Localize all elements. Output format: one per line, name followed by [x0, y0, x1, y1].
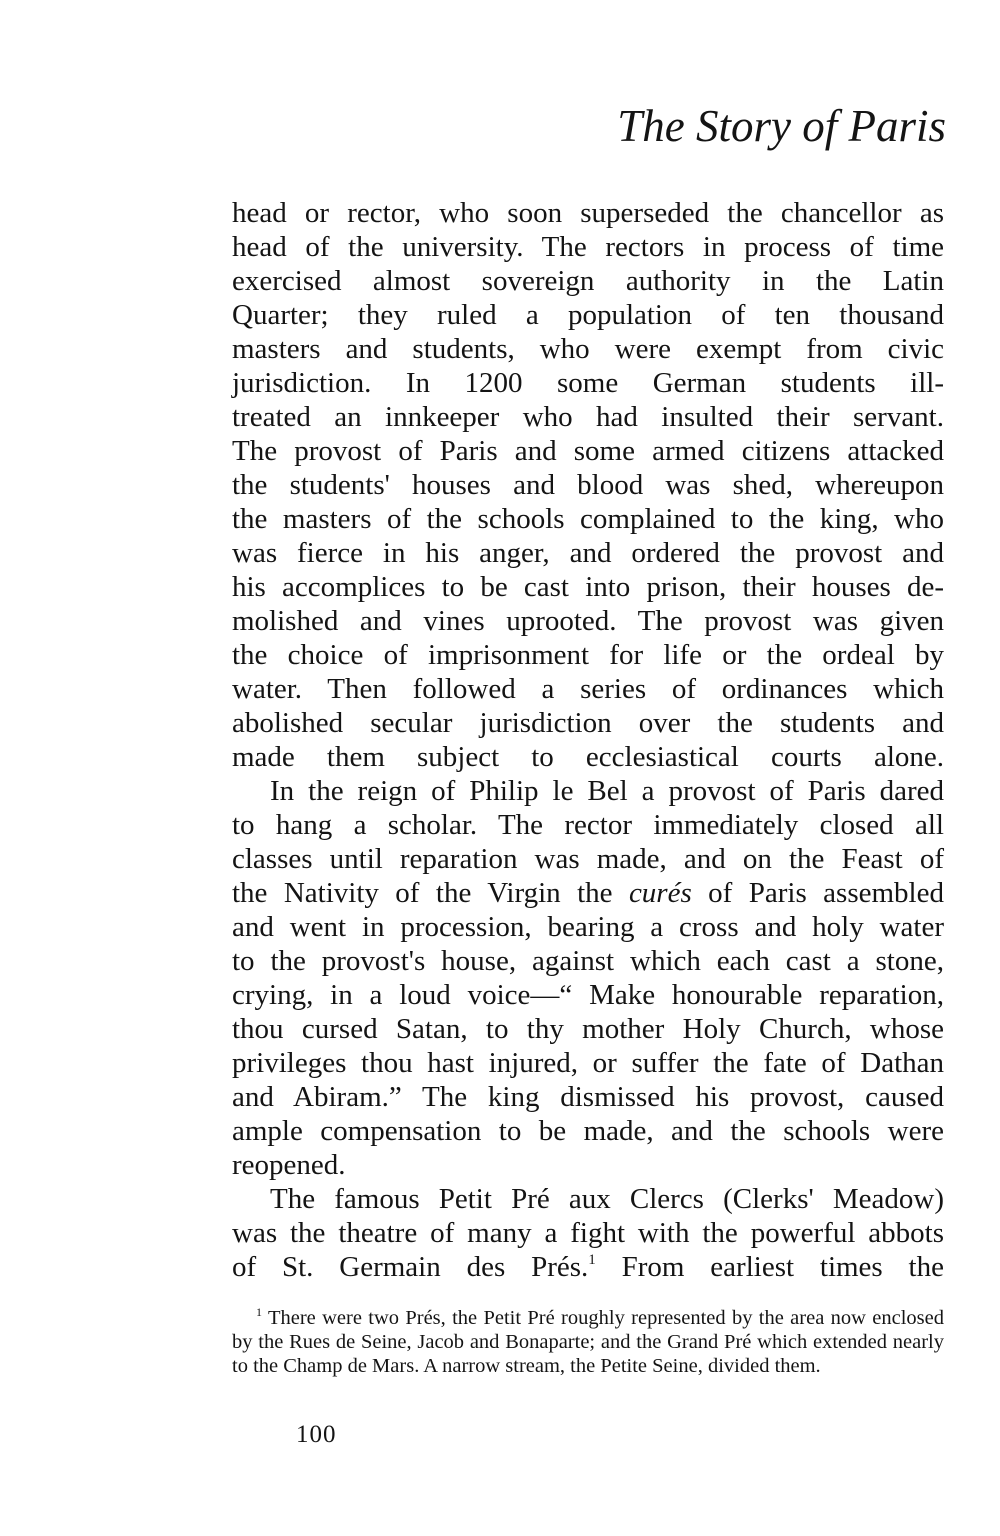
paragraph-2	[232, 774, 944, 1148]
text-line: In the reign of Philip le Bel a provost of Paris dared	[270, 775, 944, 807]
paragraph-3	[232, 1182, 944, 1284]
text-line: the students' houses and blood was shed, whereupon	[232, 469, 944, 501]
footnote	[232, 1306, 944, 1378]
text-line: thou cursed Satan, to thy mother Holy Church, whose	[232, 1013, 944, 1045]
text-line	[232, 1251, 944, 1283]
text-line: head of the university. The rectors in process of time	[232, 231, 944, 263]
text-line: and Abiram.” The king dismissed his provost, caused	[232, 1081, 944, 1113]
text-line: treated an innkeeper who had insulted their servant.	[232, 401, 944, 433]
text-line: crying, in a loud voice—“ Make honourable reparation,	[232, 979, 944, 1011]
page-number: 100	[296, 1421, 337, 1448]
text-line: reopened.	[232, 1149, 346, 1181]
italic-word: curés	[628, 877, 692, 909]
text-line: privileges thou hast injured, or suffer the fate of Dathan	[232, 1047, 944, 1079]
text-line: The famous Petit Pré aux Clercs (Clerks' Meadow)	[270, 1183, 944, 1215]
paragraph-1	[232, 196, 944, 774]
text-line	[232, 877, 944, 909]
text-line: Quarter; they ruled a population of ten thousand	[232, 299, 944, 331]
text-line: molished and vines uprooted. The provost was given	[232, 605, 944, 637]
body-text	[232, 196, 944, 1284]
text-line: the choice of imprisonment for life or the ordeal by	[232, 639, 944, 671]
text-run: the Nativity of the Virgin the	[232, 877, 629, 909]
footnote-marker: 1	[256, 1305, 262, 1319]
text-run: of St. Germain des Prés.	[232, 1251, 589, 1283]
text-line: his accomplices to be cast into prison, their houses de-	[232, 571, 944, 603]
text-line: masters and students, who were exempt from civic	[232, 333, 944, 365]
text-line: to the provost's house, against which each cast a stone,	[232, 945, 944, 977]
text-line: the masters of the schools complained to the king, who	[232, 503, 944, 535]
text-line: was the theatre of many a fight with the powerful abbots	[232, 1217, 944, 1249]
text-line: abolished secular jurisdiction over the students and	[232, 707, 944, 739]
text-line: The provost of Paris and some armed citizens attacked	[232, 435, 944, 467]
text-line: water. Then followed a series of ordinances which	[232, 673, 944, 705]
text-line: and went in procession, bearing a cross and holy water	[232, 911, 944, 943]
text-run: of Paris assembled	[691, 877, 944, 909]
text-line: exercised almost sovereign authority in the Latin	[232, 265, 944, 297]
text-run: From earliest times the	[595, 1251, 944, 1283]
text-line: ample compensation to be made, and the schools were	[232, 1115, 944, 1147]
text-line: was fierce in his anger, and ordered the provost and	[232, 537, 944, 569]
running-title: The Story of Paris	[617, 101, 946, 151]
text-line: to hang a scholar. The rector immediately closed all	[232, 809, 944, 841]
text-line: jurisdiction. In 1200 some German students ill-	[232, 367, 944, 399]
paragraph-2-last-line	[232, 1148, 944, 1182]
text-line: made them subject to ecclesiastical courts alone.	[232, 741, 944, 773]
footnote-text: There were two Prés, the Petit Pré roughly represented by the area now enclosed by the Rues de Seine, Jacob and Bonaparte; and the Grand Pré which extended nearly to the Champ de Mars. A narrow stream, the Petite Seine, divided them.	[232, 1307, 944, 1377]
text-line: head or rector, who soon superseded the chancellor as	[232, 197, 944, 229]
footnote-reference: 1	[588, 1252, 596, 1268]
text-line: classes until reparation was made, and on the Feast of	[232, 843, 944, 875]
